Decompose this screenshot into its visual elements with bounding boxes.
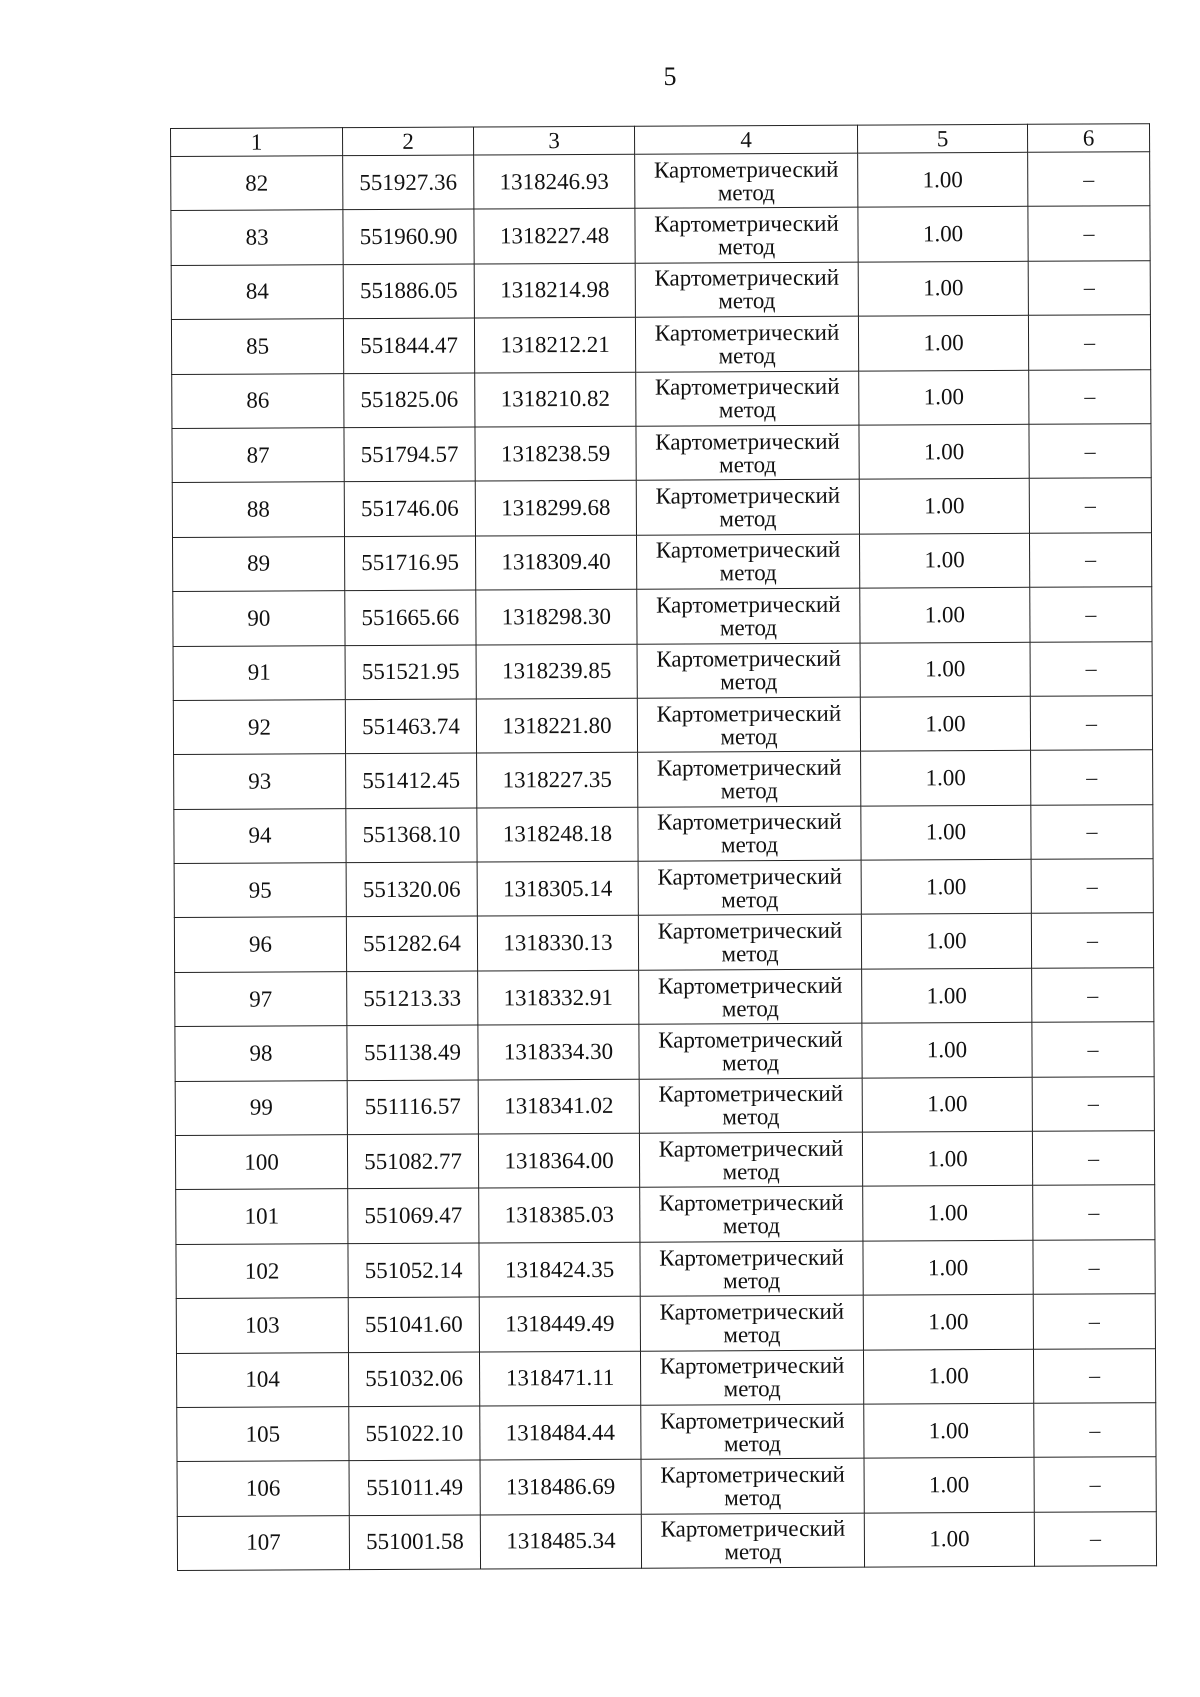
accuracy-cell: 1.00 [861, 914, 1031, 969]
accuracy-cell: 1.00 [858, 261, 1028, 316]
note-cell: – [1030, 641, 1152, 696]
x-coordinate-cell: 551794.57 [344, 427, 475, 482]
method-cell [641, 1513, 864, 1568]
y-coordinate-cell: 1318227.35 [477, 753, 638, 808]
method-text-line-1: Картометрический [656, 591, 841, 618]
point-number-cell: 93 [174, 754, 346, 809]
note-cell: – [1033, 1294, 1155, 1349]
note-cell: – [1028, 206, 1150, 261]
accuracy-cell: 1.00 [860, 642, 1030, 697]
table-row [176, 1185, 1155, 1244]
point-number-cell: 82 [171, 156, 343, 211]
table-row [175, 1131, 1154, 1190]
method-cell [640, 1295, 863, 1350]
method-cell [637, 643, 860, 698]
note-cell: – [1028, 260, 1150, 315]
method-cell [640, 1350, 863, 1405]
x-coordinate-cell: 551032.06 [348, 1352, 479, 1407]
table-row [177, 1403, 1156, 1462]
table-row [177, 1457, 1156, 1516]
point-number-cell: 89 [172, 536, 344, 591]
method-cell [635, 316, 858, 371]
note-cell: – [1031, 859, 1153, 914]
y-coordinate-cell: 1318364.00 [478, 1133, 639, 1188]
method-text-line-1: Картометрический [655, 428, 840, 455]
note-cell: – [1034, 1511, 1156, 1566]
column-header: 5 [857, 124, 1027, 153]
table-row [171, 152, 1150, 211]
y-coordinate-cell: 1318238.59 [475, 426, 636, 481]
x-coordinate-cell: 551320.06 [346, 862, 477, 917]
column-header: 6 [1027, 124, 1149, 153]
accuracy-cell: 1.00 [861, 859, 1031, 914]
y-coordinate-cell: 1318305.14 [477, 861, 638, 916]
accuracy-cell: 1.00 [863, 1349, 1033, 1404]
method-text-line-1: Картометрический [659, 1353, 845, 1379]
accuracy-cell: 1.00 [862, 1023, 1032, 1078]
method-text-line-1: Картометрический [659, 1407, 845, 1434]
point-number-cell: 96 [174, 917, 346, 972]
x-coordinate-cell: 551716.95 [344, 536, 475, 591]
y-coordinate-cell: 1318212.21 [474, 317, 635, 372]
point-number-cell: 98 [175, 1026, 347, 1081]
table-row [173, 696, 1152, 755]
accuracy-cell: 1.00 [864, 1458, 1034, 1513]
note-cell: – [1032, 968, 1154, 1023]
method-text-line-1: Картометрический [657, 972, 843, 999]
method-text-line-2: метод [723, 1376, 781, 1402]
x-coordinate-cell: 551069.47 [348, 1188, 479, 1243]
method-text-line-2: метод [718, 288, 776, 314]
accuracy-cell: 1.00 [859, 424, 1029, 479]
note-cell: – [1033, 1240, 1155, 1295]
method-text-line-1: Картометрический [654, 319, 840, 346]
x-coordinate-cell: 551463.74 [345, 699, 476, 754]
column-header: 3 [473, 126, 634, 155]
table-row [171, 315, 1150, 374]
table-row [176, 1240, 1155, 1299]
method-text-line-2: метод [723, 1430, 782, 1456]
note-cell: – [1029, 369, 1151, 424]
y-coordinate-cell: 1318332.91 [478, 970, 639, 1025]
method-text-line-2: метод [719, 451, 777, 477]
method-cell [636, 479, 859, 534]
y-coordinate-cell: 1318385.03 [479, 1188, 640, 1243]
y-coordinate-cell: 1318330.13 [477, 916, 638, 971]
accuracy-cell: 1.00 [864, 1512, 1034, 1567]
x-coordinate-cell: 551011.49 [349, 1460, 480, 1515]
method-text-line-2: метод [718, 342, 776, 369]
point-number-cell: 107 [177, 1515, 349, 1570]
table-row [171, 206, 1150, 265]
table-row [175, 1076, 1154, 1135]
table-row [175, 968, 1154, 1027]
x-coordinate-cell: 551282.64 [346, 916, 477, 971]
point-number-cell: 104 [176, 1352, 348, 1407]
note-cell: – [1031, 750, 1153, 805]
accuracy-cell: 1.00 [858, 152, 1028, 207]
method-text-line-1: Картометрический [655, 482, 841, 509]
accuracy-cell: 1.00 [859, 479, 1029, 534]
table-row [173, 641, 1152, 700]
accuracy-cell: 1.00 [863, 1294, 1033, 1349]
x-coordinate-cell: 551041.60 [348, 1297, 479, 1352]
method-text-line-2: метод [723, 1267, 781, 1293]
point-number-cell: 83 [171, 210, 343, 265]
accuracy-cell: 1.00 [858, 207, 1028, 262]
column-header: 2 [343, 127, 474, 156]
point-number-cell: 84 [171, 264, 343, 319]
y-coordinate-cell: 1318214.98 [474, 263, 635, 318]
x-coordinate-cell: 551412.45 [346, 753, 477, 808]
method-text-line-2: метод [722, 1104, 780, 1130]
accuracy-cell: 1.00 [863, 1186, 1033, 1241]
note-cell: – [1029, 478, 1151, 533]
accuracy-cell: 1.00 [860, 587, 1030, 642]
y-coordinate-cell: 1318486.69 [480, 1460, 641, 1515]
y-coordinate-cell: 1318341.02 [478, 1079, 639, 1134]
table-row [176, 1348, 1155, 1407]
accuracy-cell: 1.00 [859, 370, 1029, 425]
point-number-cell: 92 [173, 700, 345, 755]
method-cell [637, 588, 860, 643]
point-number-cell: 106 [177, 1461, 349, 1516]
method-cell [636, 425, 859, 480]
note-cell: – [1034, 1403, 1156, 1458]
method-text-line-2: метод [720, 669, 778, 695]
method-cell [635, 262, 858, 317]
method-text-line-2: метод [721, 941, 779, 967]
method-text-line-1: Картометрический [656, 700, 842, 727]
method-text-line-2: метод [720, 723, 778, 749]
point-number-cell: 91 [173, 645, 345, 700]
y-coordinate-cell: 1318309.40 [475, 535, 636, 590]
y-coordinate-cell: 1318298.30 [476, 589, 637, 644]
note-cell: – [1033, 1348, 1155, 1403]
method-text-line-1: Картометрический [658, 1189, 844, 1216]
note-cell: – [1032, 1022, 1154, 1077]
note-cell: – [1031, 913, 1153, 968]
y-coordinate-cell: 1318248.18 [477, 807, 638, 862]
point-number-cell: 102 [176, 1243, 348, 1298]
method-cell [638, 860, 861, 915]
note-cell: – [1030, 696, 1152, 751]
y-coordinate-cell: 1318424.35 [479, 1242, 640, 1297]
y-coordinate-cell: 1318449.49 [479, 1296, 640, 1351]
method-text-line-1: Картометрический [654, 265, 840, 292]
accuracy-cell: 1.00 [859, 533, 1029, 588]
method-text-line-2: метод [719, 506, 777, 532]
table-row [171, 260, 1150, 319]
table-row [172, 369, 1151, 428]
note-cell: – [1033, 1185, 1155, 1240]
accuracy-cell: 1.00 [858, 315, 1028, 370]
method-text-line-2: метод [721, 995, 779, 1021]
method-cell [640, 1241, 863, 1296]
note-cell: – [1030, 587, 1152, 642]
method-cell [635, 153, 858, 208]
method-text-line-1: Картометрический [657, 809, 842, 836]
method-text-line-2: метод [719, 560, 777, 586]
point-number-cell: 88 [172, 482, 344, 537]
method-text-line-2: метод [724, 1485, 782, 1511]
note-cell: – [1032, 1076, 1154, 1131]
x-coordinate-cell: 551213.33 [347, 971, 478, 1026]
coordinates-table [170, 123, 1157, 1571]
method-text-line-2: метод [722, 1213, 780, 1239]
y-coordinate-cell: 1318485.34 [480, 1514, 641, 1569]
method-cell [636, 534, 859, 589]
y-coordinate-cell: 1318210.82 [475, 372, 636, 427]
x-coordinate-cell: 551368.10 [346, 808, 477, 863]
method-text-line-2: метод [724, 1539, 782, 1565]
point-number-cell: 95 [174, 863, 346, 918]
x-coordinate-cell: 551138.49 [347, 1025, 478, 1080]
column-header: 1 [171, 128, 343, 157]
table-row [174, 913, 1153, 972]
method-text-line-1: Картометрический [656, 754, 842, 781]
note-cell: – [1032, 1131, 1154, 1186]
point-number-cell: 97 [175, 972, 347, 1027]
accuracy-cell: 1.00 [860, 696, 1030, 751]
point-number-cell: 90 [173, 591, 345, 646]
method-cell [639, 1078, 862, 1133]
method-cell [636, 371, 859, 426]
note-cell: – [1028, 152, 1150, 207]
note-cell: – [1029, 424, 1151, 479]
method-cell [641, 1458, 864, 1513]
y-coordinate-cell: 1318227.48 [474, 209, 635, 264]
method-text-line-1: Картометрический [653, 156, 839, 183]
point-number-cell: 94 [174, 808, 346, 863]
point-number-cell: 103 [176, 1298, 348, 1353]
x-coordinate-cell: 551665.66 [345, 590, 476, 645]
y-coordinate-cell: 1318221.80 [476, 698, 637, 753]
method-text-line-2: метод [717, 179, 775, 206]
point-number-cell: 101 [176, 1189, 348, 1244]
table-row [177, 1511, 1156, 1570]
table-row [172, 478, 1151, 537]
method-text-line-1: Картометрический [657, 917, 843, 944]
x-coordinate-cell: 551116.57 [347, 1080, 478, 1135]
note-cell: – [1034, 1457, 1156, 1512]
method-text-line-1: Картометрический [660, 1461, 845, 1488]
y-coordinate-cell: 1318484.44 [480, 1405, 641, 1460]
note-cell: – [1031, 804, 1153, 859]
point-number-cell: 105 [177, 1407, 349, 1462]
x-coordinate-cell: 551886.05 [343, 264, 474, 319]
x-coordinate-cell: 551001.58 [349, 1515, 480, 1570]
table-row [172, 424, 1151, 483]
method-text-line-2: метод [722, 1158, 780, 1185]
method-text-line-2: метод [723, 1321, 781, 1348]
method-cell [639, 1132, 862, 1187]
method-text-line-2: метод [717, 234, 776, 260]
method-text-line-1: Картометрический [658, 1135, 844, 1162]
accuracy-cell: 1.00 [861, 751, 1031, 806]
x-coordinate-cell: 551927.36 [343, 155, 474, 210]
method-text-line-2: метод [720, 778, 778, 804]
x-coordinate-cell: 551082.77 [347, 1134, 478, 1189]
y-coordinate-cell: 1318246.93 [474, 154, 635, 209]
point-number-cell: 100 [175, 1135, 347, 1190]
x-coordinate-cell: 551960.90 [343, 209, 474, 264]
x-coordinate-cell: 551052.14 [348, 1243, 479, 1298]
method-text-line-1: Картометрический [660, 1516, 846, 1543]
page-number: 5 [663, 62, 677, 91]
x-coordinate-cell: 551022.10 [349, 1406, 480, 1461]
point-number-cell: 86 [172, 373, 344, 428]
method-text-line-1: Картометрический [658, 1081, 844, 1107]
note-cell: – [1029, 532, 1151, 587]
method-cell [638, 915, 861, 970]
method-text-line-1: Картометрический [659, 1244, 844, 1271]
x-coordinate-cell: 551746.06 [344, 481, 475, 536]
x-coordinate-cell: 551844.47 [343, 318, 474, 373]
y-coordinate-cell: 1318334.30 [478, 1024, 639, 1079]
method-text-line-2: метод [721, 1049, 780, 1076]
table-body [171, 152, 1157, 1571]
method-cell [638, 751, 861, 806]
method-text-line-1: Картометрический [659, 1298, 845, 1325]
table-row [173, 587, 1152, 646]
table-row [175, 1022, 1154, 1081]
method-cell [639, 969, 862, 1024]
method-text-line-2: метод [721, 886, 779, 913]
method-text-line-1: Картометрический [654, 373, 840, 400]
x-coordinate-cell: 551521.95 [345, 645, 476, 700]
method-cell [640, 1187, 863, 1242]
method-cell [638, 806, 861, 861]
y-coordinate-cell: 1318471.11 [479, 1351, 640, 1406]
method-text-line-1: Картометрический [658, 1026, 843, 1053]
accuracy-cell: 1.00 [862, 968, 1032, 1023]
method-cell [637, 697, 860, 752]
point-number-cell: 85 [171, 319, 343, 374]
table-row [176, 1294, 1155, 1353]
accuracy-cell: 1.00 [863, 1240, 1033, 1295]
y-coordinate-cell: 1318299.68 [475, 481, 636, 536]
accuracy-cell: 1.00 [862, 1131, 1032, 1186]
method-text-line-2: метод [719, 614, 778, 641]
table-row [174, 750, 1153, 809]
method-cell [635, 208, 858, 263]
method-text-line-2: метод [720, 832, 779, 858]
table-row [174, 859, 1153, 918]
x-coordinate-cell: 551825.06 [344, 373, 475, 428]
y-coordinate-cell: 1318239.85 [476, 644, 637, 699]
method-text-line-2: метод [718, 397, 776, 423]
column-header: 4 [634, 125, 857, 154]
accuracy-cell: 1.00 [864, 1403, 1034, 1458]
method-text-line-1: Картометрический [656, 645, 841, 672]
method-cell [641, 1404, 864, 1459]
table-row [174, 804, 1153, 863]
method-cell [639, 1023, 862, 1078]
method-text-line-1: Картометрический [655, 537, 841, 564]
accuracy-cell: 1.00 [862, 1077, 1032, 1132]
point-number-cell: 99 [175, 1080, 347, 1135]
point-number-cell: 87 [172, 428, 344, 483]
table-row [172, 532, 1151, 591]
method-text-line-1: Картометрический [657, 863, 842, 890]
accuracy-cell: 1.00 [861, 805, 1031, 860]
note-cell: – [1028, 315, 1150, 370]
method-text-line-1: Картометрический [654, 210, 839, 237]
